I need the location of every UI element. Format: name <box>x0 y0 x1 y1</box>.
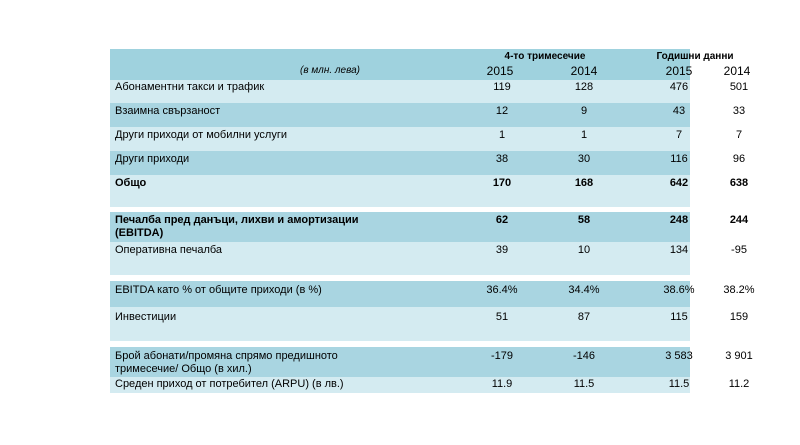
cell-year-2015: 38.6% <box>663 284 695 296</box>
cell-q4-2014: 34.4% <box>568 284 600 296</box>
cell-q4-2015: 119 <box>493 81 511 93</box>
row-label: Абонаментни такси и трафик <box>115 81 265 93</box>
table-row <box>110 281 755 307</box>
row-label: Общо <box>115 177 147 189</box>
cell-q4-2014: 168 <box>574 177 594 189</box>
cell-year-2014: 3 901 <box>725 350 753 362</box>
annual-group-header: Годишни данни <box>656 51 734 62</box>
row-label: Среден приход от потребител (ARPU) (в лв.) <box>115 378 344 390</box>
table-row-total <box>110 175 749 207</box>
cell-q4-2014: 9 <box>580 105 588 117</box>
cell-q4-2014: 58 <box>577 214 591 226</box>
cell-year-2015: 11.5 <box>668 378 690 390</box>
cell-q4-2014: 87 <box>577 311 591 323</box>
unit-label: (в млн. лева) <box>300 65 360 76</box>
cell-year-2015: 3 583 <box>665 350 693 362</box>
row-label: Инвестиции <box>115 311 177 323</box>
cell-year-2015: 116 <box>670 153 688 165</box>
cell-q4-2015: 1 <box>498 129 506 141</box>
cell-year-2014: 33 <box>732 105 746 117</box>
financial-table <box>110 49 755 393</box>
cell-year-2015: 43 <box>672 105 686 117</box>
cell-year-2014: 11.2 <box>728 378 750 390</box>
cell-year-2014: -95 <box>731 244 747 256</box>
row-label: Оперативна печалба <box>115 244 223 256</box>
cell-q4-2014: 10 <box>577 244 591 256</box>
year-header: 2015 <box>665 64 693 78</box>
year-header: 2015 <box>486 64 514 78</box>
row-label: Печалба пред данъци, лихви и амортизации (EBITDA) <box>115 214 359 239</box>
cell-year-2014: 7 <box>735 129 743 141</box>
table-row <box>110 103 746 127</box>
cell-q4-2014: 30 <box>577 153 591 165</box>
cell-q4-2015: 38 <box>495 153 509 165</box>
row-label: Други приходи <box>115 153 190 165</box>
cell-q4-2014: 1 <box>580 129 588 141</box>
table-row <box>110 347 753 377</box>
cell-year-2014: 38.2% <box>723 284 755 296</box>
cell-year-2014: 638 <box>729 177 749 189</box>
cell-year-2014: 501 <box>729 81 749 93</box>
row-label: Брой абонати/промяна спрямо предишното тримесечие/ Общо (в хил.) <box>115 350 338 375</box>
table-row <box>110 242 747 275</box>
cell-year-2015: 642 <box>669 177 689 189</box>
cell-q4-2014: 128 <box>574 81 594 93</box>
year-header: 2014 <box>723 64 751 78</box>
cell-year-2015: 115 <box>670 311 688 323</box>
cell-q4-2015: 36.4% <box>486 284 518 296</box>
cell-year-2015: 134 <box>669 244 689 256</box>
cell-q4-2015: 62 <box>495 214 509 226</box>
table-header <box>110 49 751 80</box>
cell-q4-2015: 170 <box>492 177 512 189</box>
row-label: EBITDA като % от общите приходи (в %) <box>115 284 322 296</box>
row-label: Други приходи от мобилни услуги <box>115 129 287 141</box>
table-row <box>110 212 749 242</box>
cell-q4-2014: 11.5 <box>573 378 595 390</box>
table-row <box>110 127 743 151</box>
table-row <box>110 80 749 103</box>
table-row <box>110 307 749 341</box>
cell-q4-2015: 12 <box>495 105 509 117</box>
quarter-group-header: 4-то тримесечие <box>504 51 586 62</box>
table-row <box>110 151 746 175</box>
year-header: 2014 <box>570 64 598 78</box>
cell-year-2014: 159 <box>729 311 749 323</box>
table-row <box>110 377 750 393</box>
cell-year-2014: 96 <box>732 153 746 165</box>
cell-year-2015: 7 <box>675 129 683 141</box>
cell-q4-2015: 51 <box>495 311 509 323</box>
cell-year-2015: 476 <box>669 81 689 93</box>
row-label: Взаимна свързаност <box>115 105 221 117</box>
cell-q4-2014: -146 <box>572 350 596 362</box>
cell-year-2015: 248 <box>669 214 689 226</box>
cell-year-2014: 244 <box>729 214 749 226</box>
cell-q4-2015: -179 <box>490 350 514 362</box>
cell-q4-2015: 11.9 <box>491 378 513 390</box>
cell-q4-2015: 39 <box>495 244 509 256</box>
